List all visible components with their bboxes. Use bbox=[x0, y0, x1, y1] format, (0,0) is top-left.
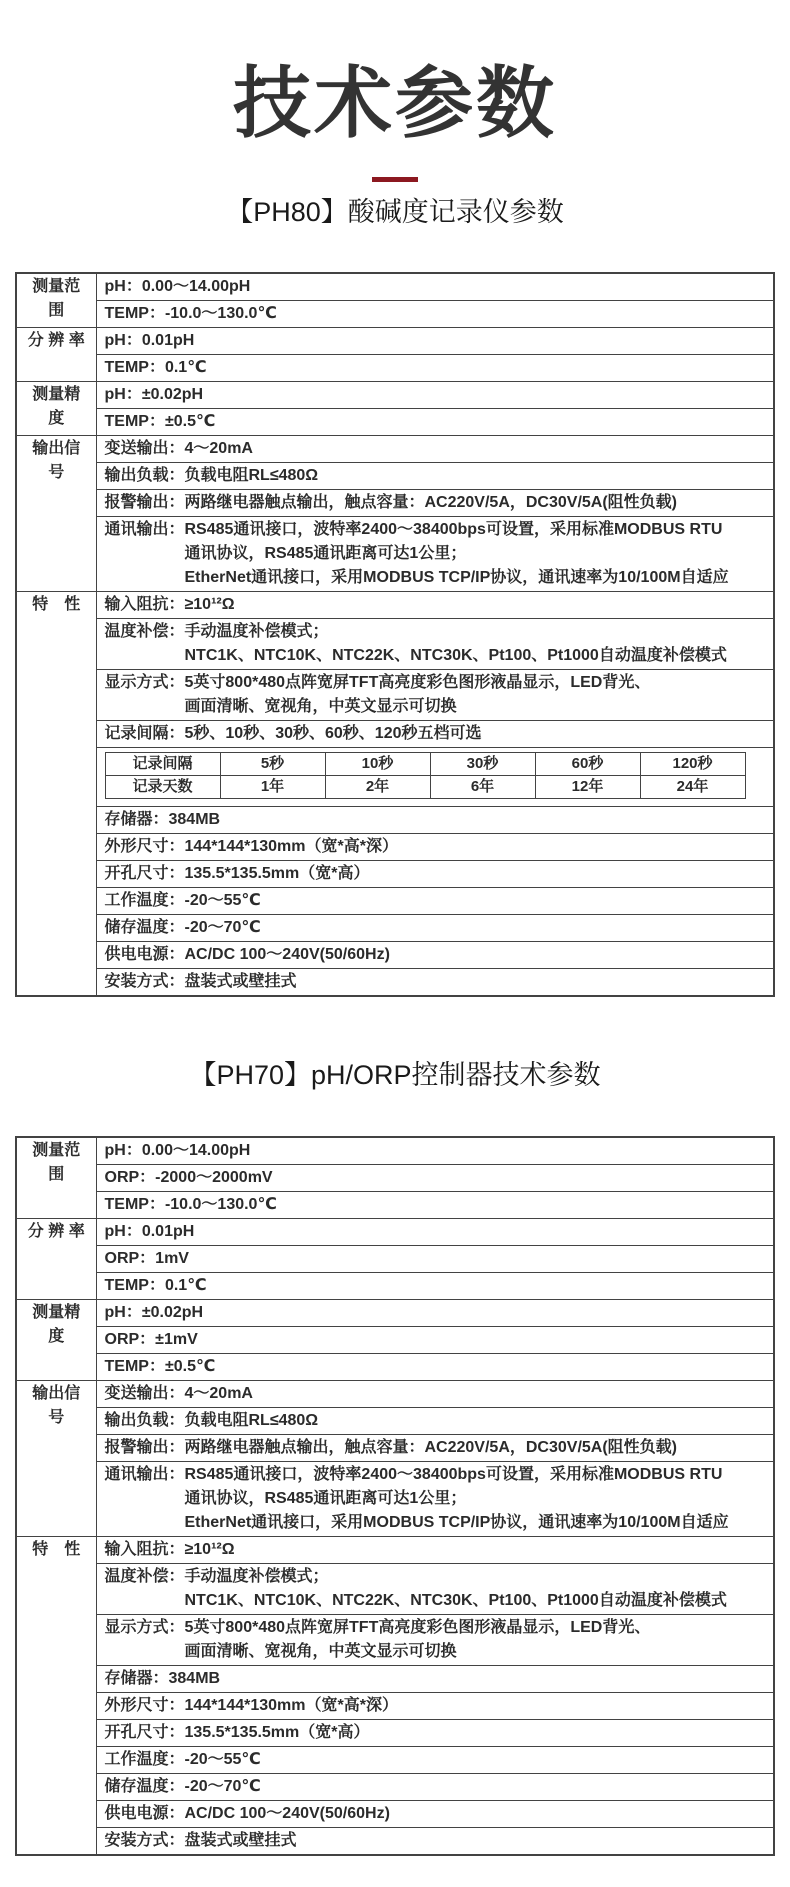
spec-line: pH：±0.02pH bbox=[104, 386, 204, 404]
table-row bbox=[16, 1746, 774, 1773]
spec-line: 供电电源：AC/DC 100～240V(50/60Hz) bbox=[104, 946, 390, 964]
spec-value-cell bbox=[96, 1719, 774, 1746]
spec-table bbox=[15, 1136, 775, 1856]
spec-value-cell bbox=[96, 1326, 774, 1353]
spec-value-cell bbox=[96, 1692, 774, 1719]
page-header bbox=[0, 52, 790, 182]
spec-line: 画面清晰、宽视角，中英文显示可切换 bbox=[184, 1642, 457, 1660]
table-row bbox=[16, 807, 774, 834]
spec-line: 输出负载：负载电阻RL≤480Ω bbox=[104, 467, 319, 485]
spec-line: pH：±0.02pH bbox=[104, 1303, 204, 1321]
spec-value-cell bbox=[96, 1746, 774, 1773]
table-row bbox=[16, 1137, 774, 1165]
spec-line: 输出负载：负载电阻RL≤480Ω bbox=[104, 1411, 319, 1429]
spec-line: pH：0.01pH bbox=[104, 332, 195, 350]
table-row bbox=[16, 942, 774, 969]
table-row bbox=[16, 969, 774, 997]
table-row bbox=[16, 721, 774, 748]
spec-line: pH：0.00～14.00pH bbox=[104, 1141, 251, 1159]
spec-value-cell bbox=[96, 915, 774, 942]
spec-value-cell bbox=[96, 355, 774, 382]
table-row bbox=[16, 1407, 774, 1434]
spec-value-cell bbox=[96, 1272, 774, 1299]
spec-value-cell bbox=[96, 969, 774, 997]
spec-value-cell bbox=[96, 1773, 774, 1800]
spec-line: TEMP：0.1℃ bbox=[104, 359, 207, 377]
table-row bbox=[16, 436, 774, 463]
spec-value-cell bbox=[96, 1299, 774, 1326]
table-row bbox=[16, 517, 774, 592]
record-cell: 120秒 bbox=[640, 753, 745, 776]
spec-group-label: 分 辨 率 bbox=[16, 1218, 96, 1299]
spec-table bbox=[15, 272, 775, 997]
spec-value-cell bbox=[96, 409, 774, 436]
table-row bbox=[16, 1536, 774, 1563]
spec-sections bbox=[0, 196, 790, 1856]
spec-line: ORP：-2000～2000mV bbox=[104, 1168, 273, 1186]
spec-line: EtherNet通讯接口，采用MODBUS TCP/IP协议，通讯速率为10/100M自适应 bbox=[184, 569, 729, 587]
section-heading: 【PH80】酸碱度记录仪参数 bbox=[226, 196, 564, 227]
record-cell: 2年 bbox=[325, 776, 430, 799]
spec-line: 工作温度：-20～55℃ bbox=[104, 892, 261, 910]
spec-group-label: 特 性 bbox=[16, 592, 96, 997]
record-row bbox=[105, 753, 745, 776]
spec-group-label: 特 性 bbox=[16, 1536, 96, 1855]
table-row bbox=[16, 1614, 774, 1665]
spec-value-cell bbox=[96, 1353, 774, 1380]
spec-value-cell bbox=[96, 942, 774, 969]
spec-value-cell bbox=[96, 1191, 774, 1218]
table-row bbox=[16, 301, 774, 328]
spec-value-cell bbox=[96, 1218, 774, 1245]
table-row bbox=[16, 748, 774, 807]
spec-value-cell bbox=[96, 748, 774, 807]
spec-line: 开孔尺寸：135.5*135.5mm（宽*高） bbox=[104, 865, 370, 883]
record-cell: 60秒 bbox=[535, 753, 640, 776]
spec-value-cell bbox=[96, 301, 774, 328]
table-row bbox=[16, 1800, 774, 1827]
table-row bbox=[16, 834, 774, 861]
section-heading: 【PH70】pH/ORP控制器技术参数 bbox=[189, 1060, 601, 1091]
spec-line: 外形尺寸：144*144*130mm（宽*高*深） bbox=[104, 1696, 398, 1714]
table-row bbox=[16, 888, 774, 915]
table-row bbox=[16, 382, 774, 409]
record-cell: 30秒 bbox=[430, 753, 535, 776]
spec-value-cell bbox=[96, 619, 774, 670]
spec-line: 工作温度：-20～55℃ bbox=[104, 1750, 261, 1768]
spec-line: 通讯输出：RS485通讯接口，波特率2400～38400bps可设置，采用标准MODBUS RTU bbox=[104, 521, 723, 539]
table-row bbox=[16, 1245, 774, 1272]
spec-line: 安装方式：盘装式或壁挂式 bbox=[104, 973, 297, 991]
table-row bbox=[16, 915, 774, 942]
table-row bbox=[16, 490, 774, 517]
spec-line: 变送输出：4～20mA bbox=[104, 1384, 253, 1402]
table-row bbox=[16, 1827, 774, 1855]
record-cell: 1年 bbox=[220, 776, 325, 799]
spec-value-cell bbox=[96, 1380, 774, 1407]
accent-divider bbox=[372, 177, 418, 182]
spec-line: 画面清晰、宽视角，中英文显示可切换 bbox=[184, 698, 457, 716]
spec-value-cell bbox=[96, 592, 774, 619]
spec-line: 安装方式：盘装式或壁挂式 bbox=[104, 1831, 297, 1849]
table-row bbox=[16, 463, 774, 490]
spec-value-cell bbox=[96, 463, 774, 490]
spec-line: 开孔尺寸：135.5*135.5mm（宽*高） bbox=[104, 1723, 370, 1741]
spec-line: EtherNet通讯接口，采用MODBUS TCP/IP协议，通讯速率为10/100M自适应 bbox=[184, 1513, 729, 1531]
spec-line: 输入阻抗：≥10¹²Ω bbox=[104, 1540, 235, 1558]
spec-line: TEMP：±0.5℃ bbox=[104, 413, 216, 431]
spec-value-cell bbox=[96, 328, 774, 355]
table-row bbox=[16, 1563, 774, 1614]
table-row bbox=[16, 1719, 774, 1746]
spec-line: 记录间隔：5秒、10秒、30秒、60秒、120秒五档可选 bbox=[104, 725, 482, 743]
spec-line: 通讯协议，RS485通讯距离可达1公里； bbox=[184, 1489, 467, 1507]
page-title: 技术参数 bbox=[232, 59, 557, 147]
spec-group-label: 分 辨 率 bbox=[16, 328, 96, 382]
table-row bbox=[16, 409, 774, 436]
record-cell: 5秒 bbox=[220, 753, 325, 776]
table-row bbox=[16, 1380, 774, 1407]
table-row bbox=[16, 1353, 774, 1380]
spec-value-cell bbox=[96, 670, 774, 721]
table-row bbox=[16, 1191, 774, 1218]
spec-line: 储存温度：-20～70℃ bbox=[104, 1777, 261, 1795]
spec-line: TEMP：±0.5℃ bbox=[104, 1357, 216, 1375]
spec-line: 输入阻抗：≥10¹²Ω bbox=[104, 596, 235, 614]
spec-line: ORP：±1mV bbox=[104, 1330, 198, 1348]
spec-group-label: 测量范围 bbox=[16, 1137, 96, 1219]
record-row-header: 记录间隔 bbox=[105, 753, 220, 776]
spec-line: 供电电源：AC/DC 100～240V(50/60Hz) bbox=[104, 1804, 390, 1822]
spec-value-cell bbox=[96, 1614, 774, 1665]
spec-line: 外形尺寸：144*144*130mm（宽*高*深） bbox=[104, 838, 398, 856]
spec-line: TEMP：-10.0～130.0℃ bbox=[104, 305, 277, 323]
spec-line: TEMP：0.1℃ bbox=[104, 1276, 207, 1294]
table-row bbox=[16, 1326, 774, 1353]
spec-value-cell bbox=[96, 1536, 774, 1563]
spec-value-cell bbox=[96, 1434, 774, 1461]
spec-section bbox=[0, 1059, 790, 1855]
record-cell: 6年 bbox=[430, 776, 535, 799]
spec-line: 温度补偿：手动温度补偿模式； bbox=[104, 1567, 329, 1585]
spec-group-label: 测量精度 bbox=[16, 1299, 96, 1380]
spec-section bbox=[0, 196, 790, 997]
spec-group-label: 输出信号 bbox=[16, 436, 96, 592]
spec-line: TEMP：-10.0～130.0℃ bbox=[104, 1195, 277, 1213]
table-row bbox=[16, 1692, 774, 1719]
spec-value-cell bbox=[96, 834, 774, 861]
spec-value-cell bbox=[96, 1563, 774, 1614]
spec-line: 报警输出：两路继电器触点输出，触点容量：AC220V/5A，DC30V/5A(阻性负载) bbox=[104, 494, 678, 512]
spec-value-cell bbox=[96, 1137, 774, 1165]
spec-value-cell bbox=[96, 861, 774, 888]
spec-line: 显示方式：5英寸800*480点阵宽屏TFT高亮度彩色图形液晶显示，LED背光、 bbox=[104, 1618, 651, 1636]
spec-group-label: 测量范围 bbox=[16, 273, 96, 328]
record-row bbox=[105, 776, 745, 799]
spec-group-label: 输出信号 bbox=[16, 1380, 96, 1536]
spec-value-cell bbox=[96, 490, 774, 517]
spec-group-label: 测量精度 bbox=[16, 382, 96, 436]
spec-line: 报警输出：两路继电器触点输出，触点容量：AC220V/5A，DC30V/5A(阻性负载) bbox=[104, 1438, 678, 1456]
record-row-header: 记录天数 bbox=[105, 776, 220, 799]
table-row bbox=[16, 1773, 774, 1800]
spec-line: ORP：1mV bbox=[104, 1249, 189, 1267]
spec-line: 温度补偿：手动温度补偿模式； bbox=[104, 623, 329, 641]
spec-value-cell bbox=[96, 1827, 774, 1855]
spec-value-cell bbox=[96, 1164, 774, 1191]
table-row bbox=[16, 592, 774, 619]
record-interval-table bbox=[105, 752, 746, 799]
table-row bbox=[16, 670, 774, 721]
spec-value-cell bbox=[96, 1461, 774, 1536]
spec-line: 通讯协议，RS485通讯距离可达1公里； bbox=[184, 545, 467, 563]
spec-value-cell bbox=[96, 436, 774, 463]
spec-line: NTC1K、NTC10K、NTC22K、NTC30K、Pt100、Pt1000自动温度补偿模式 bbox=[184, 1591, 727, 1609]
table-row bbox=[16, 1461, 774, 1536]
spec-line: pH：0.00～14.00pH bbox=[104, 278, 251, 296]
table-row bbox=[16, 328, 774, 355]
table-row bbox=[16, 1434, 774, 1461]
table-row bbox=[16, 1218, 774, 1245]
spec-value-cell bbox=[96, 721, 774, 748]
table-row bbox=[16, 1164, 774, 1191]
table-row bbox=[16, 273, 774, 301]
spec-value-cell bbox=[96, 1665, 774, 1692]
table-row bbox=[16, 619, 774, 670]
table-row bbox=[16, 1272, 774, 1299]
spec-line: 存储器：384MB bbox=[104, 811, 221, 829]
spec-value-cell bbox=[96, 807, 774, 834]
spec-value-cell bbox=[96, 1407, 774, 1434]
table-row bbox=[16, 861, 774, 888]
spec-value-cell bbox=[96, 382, 774, 409]
spec-line: 显示方式：5英寸800*480点阵宽屏TFT高亮度彩色图形液晶显示，LED背光、 bbox=[104, 674, 651, 692]
spec-line: 存储器：384MB bbox=[104, 1669, 221, 1687]
record-cell: 10秒 bbox=[325, 753, 430, 776]
record-cell: 12年 bbox=[535, 776, 640, 799]
spec-line: NTC1K、NTC10K、NTC22K、NTC30K、Pt100、Pt1000自动温度补偿模式 bbox=[184, 647, 727, 665]
table-row bbox=[16, 355, 774, 382]
spec-line: pH：0.01pH bbox=[104, 1222, 195, 1240]
spec-value-cell bbox=[96, 1800, 774, 1827]
spec-value-cell bbox=[96, 1245, 774, 1272]
spec-value-cell bbox=[96, 517, 774, 592]
record-cell: 24年 bbox=[640, 776, 745, 799]
table-row bbox=[16, 1299, 774, 1326]
table-row bbox=[16, 1665, 774, 1692]
spec-line: 变送输出：4～20mA bbox=[104, 440, 253, 458]
spec-line: 通讯输出：RS485通讯接口，波特率2400～38400bps可设置，采用标准MODBUS RTU bbox=[104, 1465, 723, 1483]
spec-value-cell bbox=[96, 888, 774, 915]
spec-line: 储存温度：-20～70℃ bbox=[104, 919, 261, 937]
spec-value-cell bbox=[96, 273, 774, 301]
